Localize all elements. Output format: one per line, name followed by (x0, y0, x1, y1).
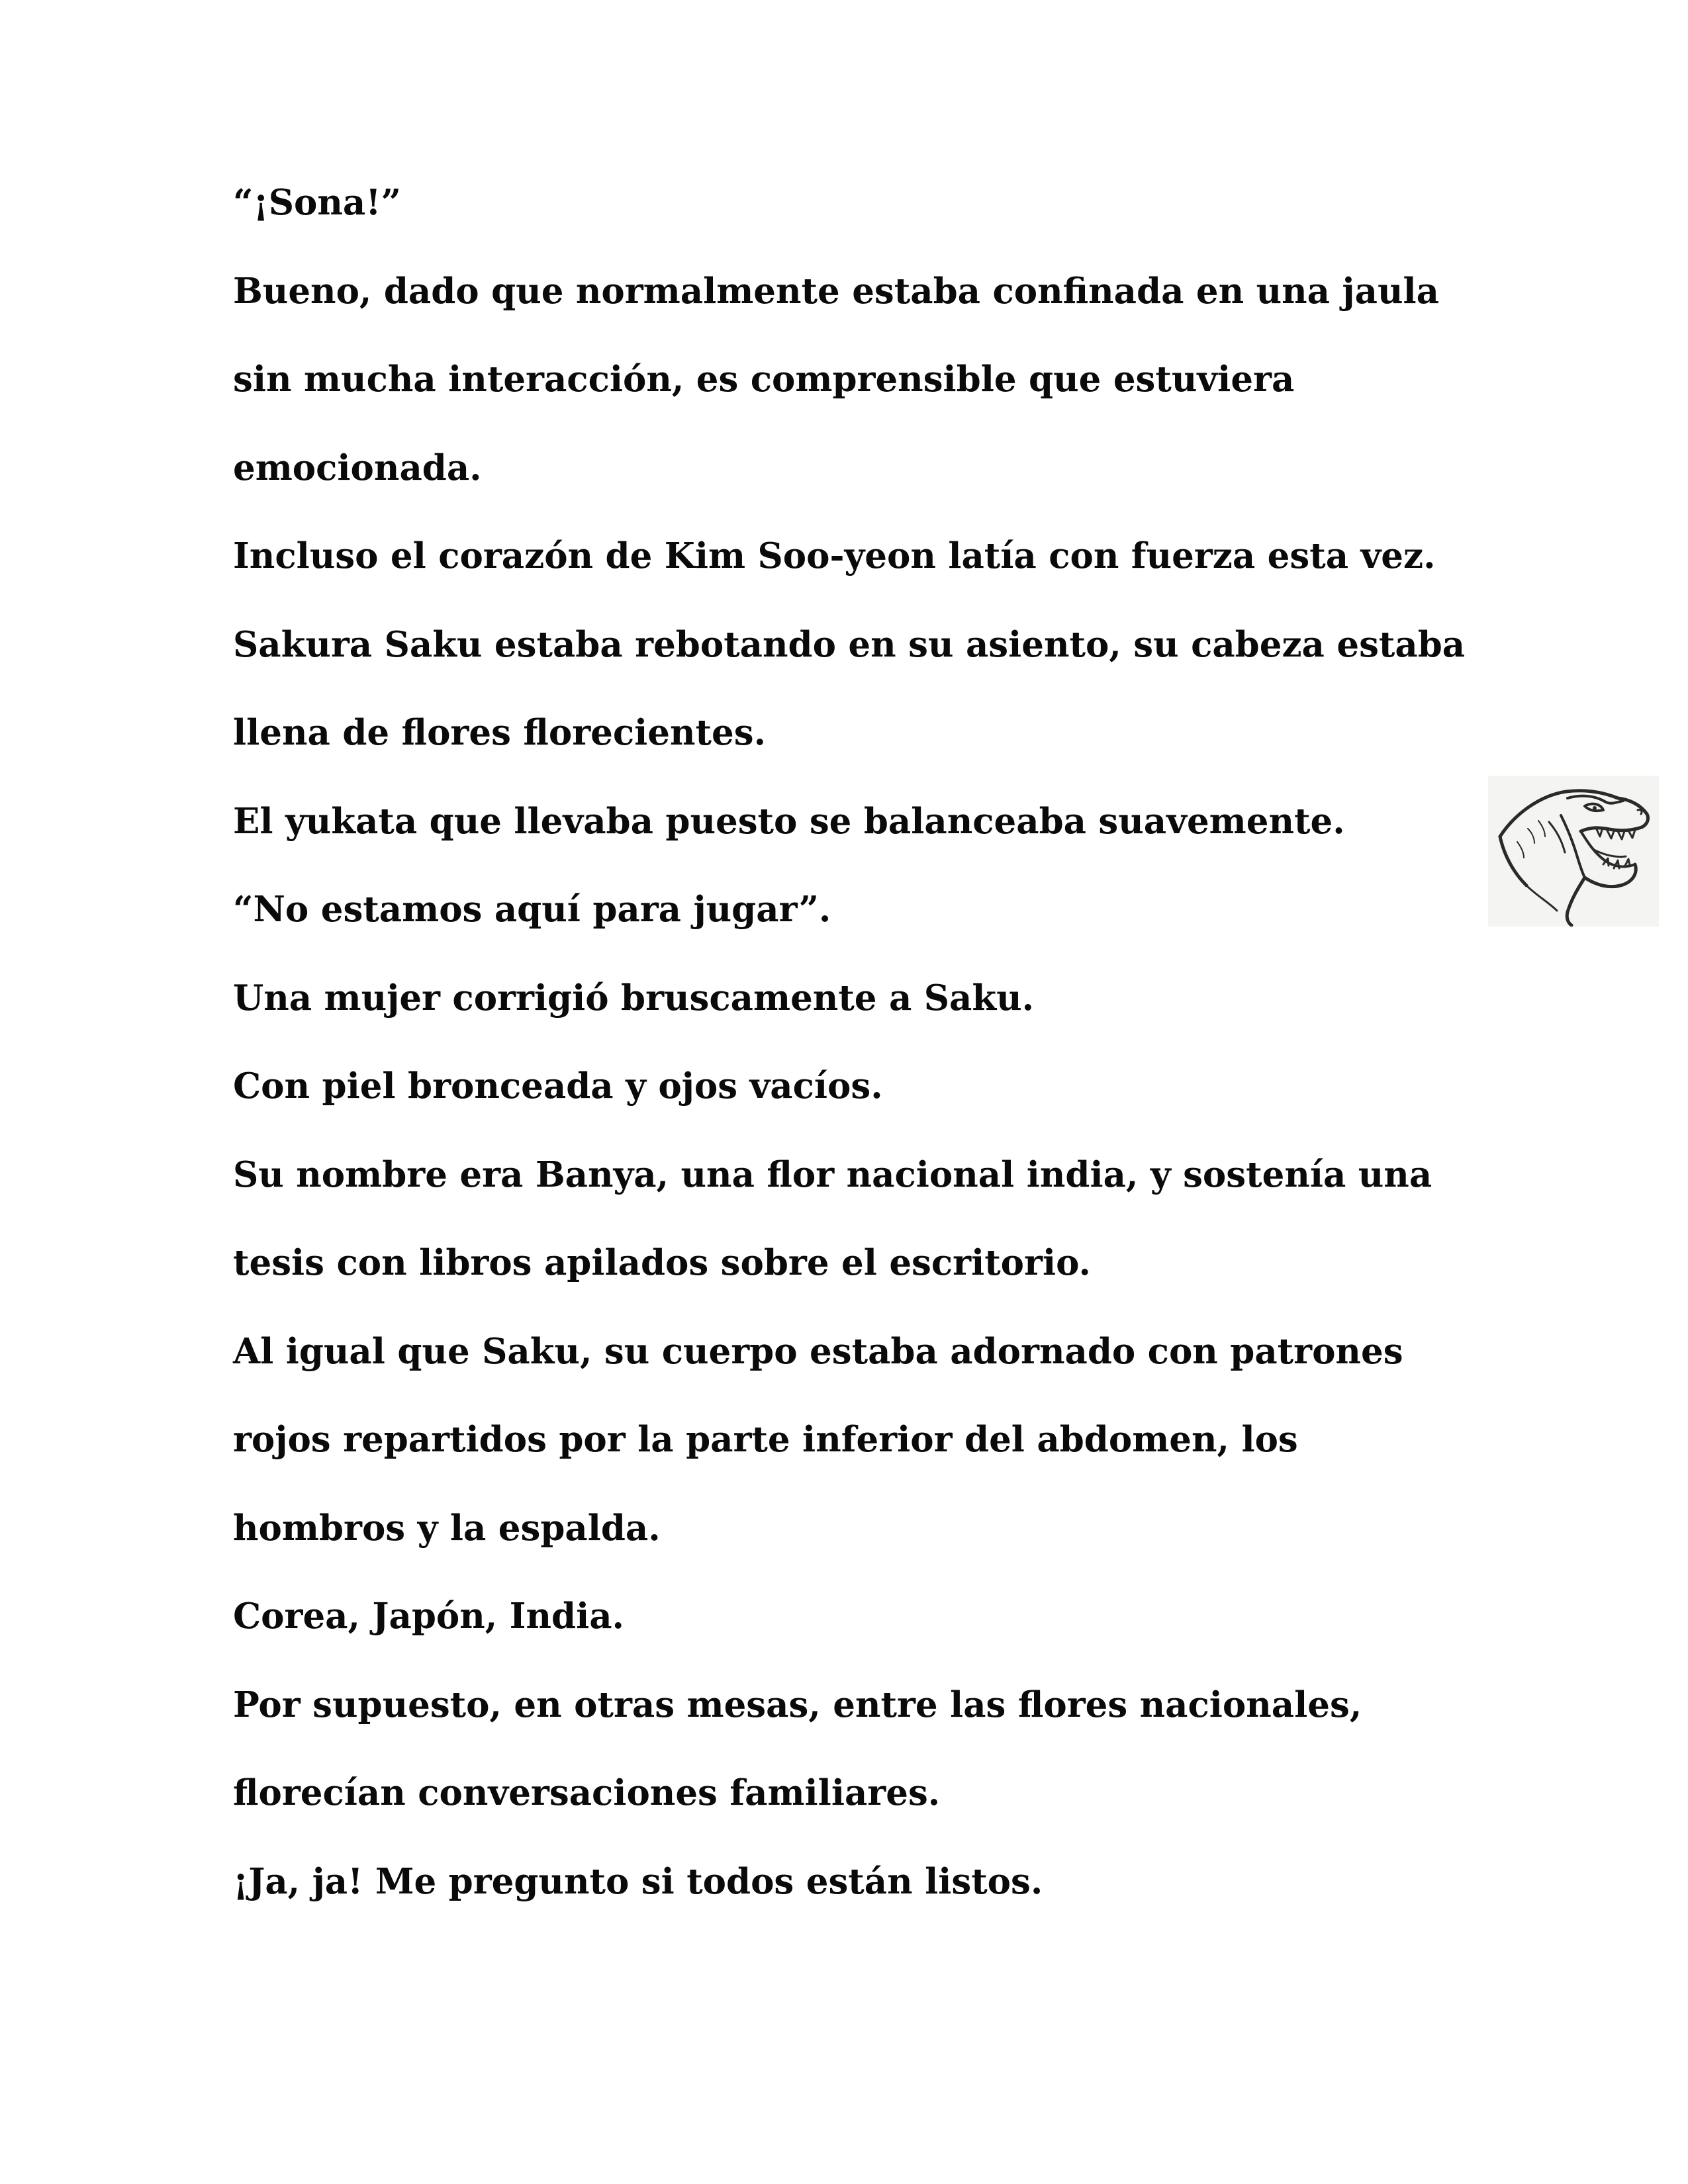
text-line: Una mujer corrigió bruscamente a Saku. (233, 977, 1035, 1019)
text-line: Bueno, dado que normalmente estaba confinada en una jaula (233, 270, 1439, 312)
text-line: hombros y la espalda. (233, 1507, 661, 1549)
text-line: Sakura Saku estaba rebotando en su asiento, su cabeza estaba (233, 623, 1466, 665)
text-line: tesis con libros apilados sobre el escritorio. (233, 1242, 1091, 1283)
text-line: “No estamos aquí para jugar”. (233, 889, 831, 930)
text-line: Al igual que Saku, su cuerpo estaba adornado con patrones (233, 1330, 1403, 1372)
text-line: Por supuesto, en otras mesas, entre las flores nacionales, (233, 1684, 1362, 1725)
text-line: sin mucha interacción, es comprensible que estuviera (233, 359, 1295, 400)
text-line: florecían conversaciones familiares. (233, 1772, 941, 1813)
text-line: Con piel bronceada y ojos vacíos. (233, 1066, 883, 1107)
text-line: llena de flores florecientes. (233, 712, 767, 753)
body-text (233, 159, 1491, 1926)
text-line: rojos repartidos por la parte inferior del abdomen, los (233, 1419, 1298, 1460)
text-line: Incluso el corazón de Kim Soo-yeon latía con fuerza esta vez. (233, 535, 1436, 576)
text-line: “¡Sona!” (233, 182, 402, 223)
dinosaur-head-icon (1488, 776, 1659, 927)
text-line: ¡Ja, ja! Me pregunto si todos están listos. (233, 1860, 1043, 1902)
text-line: emocionada. (233, 447, 482, 488)
text-line: El yukata que llevaba puesto se balanceaba suavemente. (233, 800, 1345, 842)
text-line: Su nombre era Banya, una flor nacional india, y sostenía una (233, 1154, 1432, 1195)
text-line: Corea, Japón, India. (233, 1596, 624, 1637)
